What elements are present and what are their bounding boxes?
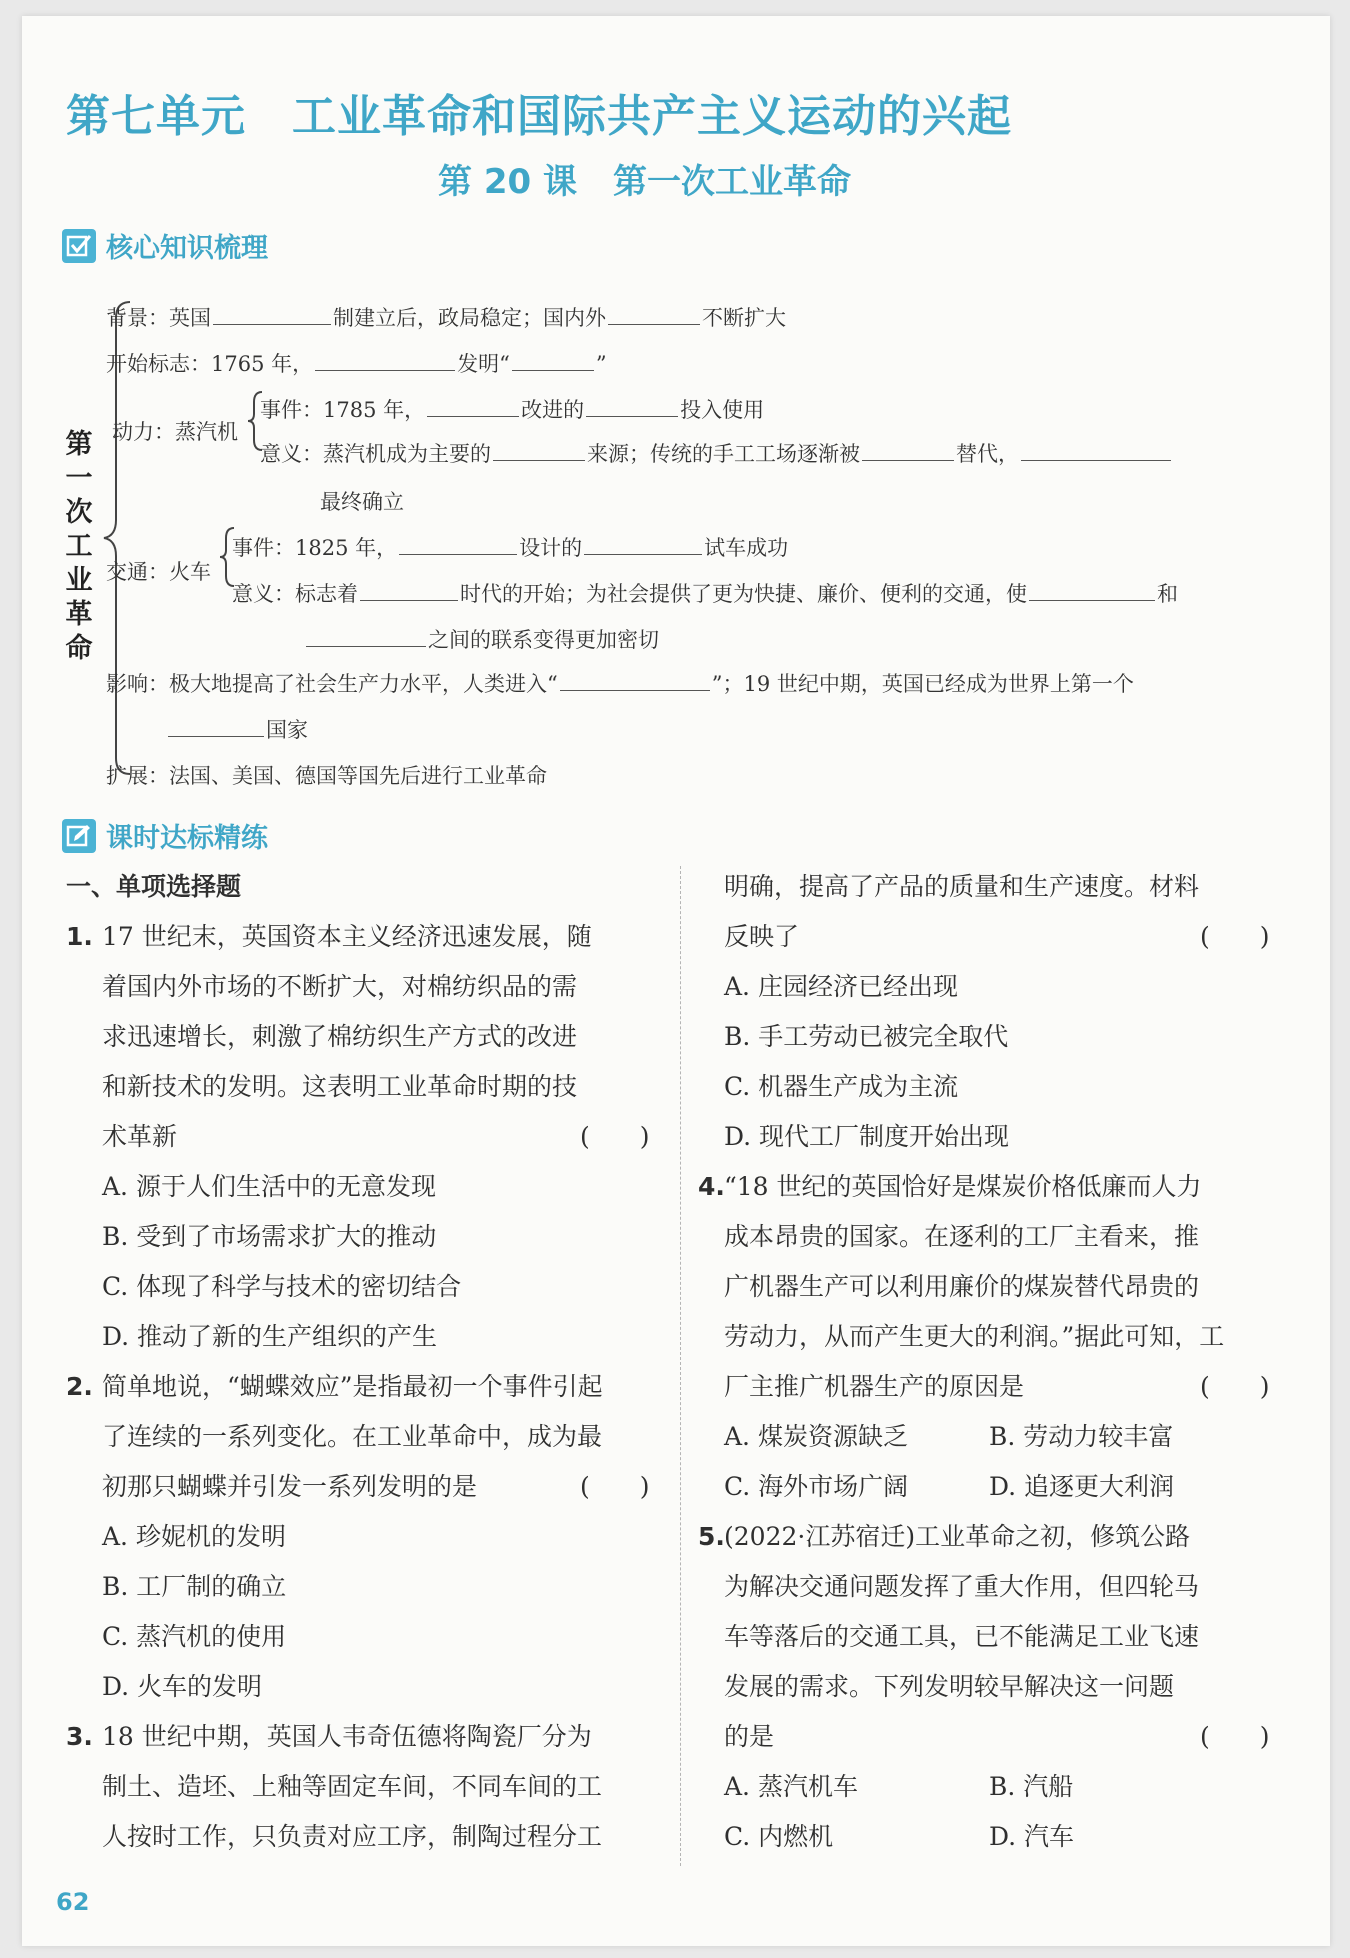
- answer-option[interactable]: D. 火车的发明: [102, 1672, 263, 1701]
- blank[interactable]: [493, 459, 585, 461]
- outline-transport-label: 交通：火车: [106, 560, 211, 584]
- unit-label: 第七单元: [66, 91, 246, 142]
- question-text: 着国内外市场的不断扩大，对棉纺织品的需: [102, 972, 578, 1001]
- question-text: 了连续的一系列变化。在工业革命中，成为最: [102, 1422, 603, 1451]
- question-text: 术革新: [102, 1122, 178, 1151]
- answer-option[interactable]: C. 内燃机: [724, 1822, 834, 1851]
- outline-background: 背景：英国 制建立后，政局稳定；国内外 不断扩大: [106, 306, 786, 330]
- question-text: 车等落后的交通工具，已不能满足工业飞速: [724, 1622, 1200, 1651]
- question-number: 5.: [698, 1522, 725, 1551]
- blank[interactable]: [168, 735, 264, 737]
- answer-option[interactable]: B. 受到了市场需求扩大的推动: [102, 1222, 437, 1251]
- lesson-name: 第一次工业革命: [613, 162, 851, 202]
- page-number: 62: [56, 1888, 90, 1916]
- outline-impact: 影响：极大地提高了社会生产力水平，人类进入“ ”；19 世纪中期，英国已经成为世界上第一个: [106, 672, 1134, 696]
- answer-option[interactable]: A. 蒸汽机车: [724, 1772, 858, 1801]
- outline-power-meaning-end: 最终确立: [320, 490, 404, 514]
- lesson-label: 第 20 课: [438, 162, 577, 202]
- answer-option[interactable]: B. 劳动力较丰富: [989, 1422, 1174, 1451]
- answer-option[interactable]: D. 现代工厂制度开始出现: [724, 1122, 1010, 1151]
- answer-option[interactable]: C. 蒸汽机的使用: [102, 1622, 287, 1651]
- outline-expand: 扩展：法国、美国、德国等国先后进行工业革命: [106, 764, 547, 788]
- question-text: 初那只蝴蝶并引发一系列发明的是: [102, 1472, 478, 1501]
- question-text: (2022·江苏宿迁)工业革命之初，修筑公路: [724, 1522, 1191, 1551]
- blank[interactable]: [213, 323, 331, 325]
- outline-transport-meaning-end: 之间的联系变得更加密切: [304, 624, 659, 654]
- answer-option[interactable]: D. 汽车: [989, 1822, 1075, 1851]
- blank[interactable]: [560, 689, 710, 691]
- question-text: 制土、造坯、上釉等固定车间，不同车间的工: [102, 1772, 603, 1801]
- answer-parentheses[interactable]: ( ): [1200, 1722, 1270, 1751]
- answer-option[interactable]: B. 工厂制的确立: [102, 1572, 287, 1601]
- question-text: 劳动力，从而产生更大的利润。”据此可知，工: [724, 1322, 1225, 1351]
- question-text: 成本昂贵的国家。在逐利的工厂主看来，推: [724, 1222, 1200, 1251]
- blank[interactable]: [1029, 599, 1155, 601]
- blank[interactable]: [315, 369, 455, 371]
- blank[interactable]: [586, 415, 678, 417]
- question-text: 18 世纪中期，英国人韦奇伍德将陶瓷厂分为: [102, 1722, 592, 1751]
- blank[interactable]: [360, 599, 458, 601]
- answer-option[interactable]: A. 煤炭资源缺乏: [724, 1422, 908, 1451]
- unit-name: 工业革命和国际共产主义运动的兴起: [292, 91, 1012, 142]
- outline-start: 开始标志：1765 年， 发明“ ”: [106, 352, 607, 376]
- answer-option[interactable]: D. 追逐更大利润: [989, 1472, 1175, 1501]
- column-divider: [680, 866, 681, 1866]
- question-text: 明确，提高了产品的质量和生产速度。材料: [724, 872, 1200, 901]
- answer-parentheses[interactable]: ( ): [1200, 1372, 1270, 1401]
- question-text: 厂主推广机器生产的原因是: [724, 1372, 1025, 1401]
- answer-option[interactable]: B. 手工劳动已被完全取代: [724, 1022, 1009, 1051]
- question-text: 为解决交通问题发挥了重大作用，但四轮马: [724, 1572, 1200, 1601]
- part-heading: 一、单项选择题: [66, 872, 242, 901]
- outline-transport-meaning: 意义：标志着 时代的开始；为社会提供了更为快捷、廉价、便利的交通，使 和: [232, 582, 1178, 606]
- checkbox-icon: [62, 229, 96, 263]
- answer-option[interactable]: C. 体现了科学与技术的密切结合: [102, 1272, 462, 1301]
- answer-option[interactable]: A. 珍妮机的发明: [102, 1522, 286, 1551]
- question-number: 1.: [66, 922, 93, 951]
- question-number: 4.: [698, 1172, 725, 1201]
- answer-option[interactable]: C. 海外市场广阔: [724, 1472, 909, 1501]
- lesson-title: [438, 154, 851, 203]
- question-text: 人按时工作，只负责对应工序，制陶过程分工: [102, 1822, 603, 1851]
- pencil-icon: [62, 819, 96, 853]
- answer-parentheses[interactable]: ( ): [580, 1122, 650, 1151]
- blank[interactable]: [306, 645, 426, 647]
- answer-option[interactable]: D. 推动了新的生产组织的产生: [102, 1322, 438, 1351]
- question-text: 反映了: [724, 922, 800, 951]
- question-text: 发展的需求。下列发明较早解决这一问题: [724, 1672, 1175, 1701]
- blank[interactable]: [608, 323, 700, 325]
- question-text: 广机器生产可以利用廉价的煤炭替代昂贵的: [724, 1272, 1200, 1301]
- workbook-page: [22, 16, 1330, 1946]
- outline-vertical-title: 第一次工业革命: [65, 429, 93, 664]
- outline-power-label: 动力：蒸汽机: [112, 420, 238, 444]
- answer-parentheses[interactable]: ( ): [580, 1472, 650, 1501]
- question-number: 3.: [66, 1722, 93, 1751]
- question-number: 2.: [66, 1372, 93, 1401]
- question-text: “18 世纪的英国恰好是煤炭价格低廉而人力: [724, 1172, 1202, 1201]
- outline-impact-end: 国家: [166, 714, 308, 744]
- blank[interactable]: [862, 459, 954, 461]
- question-text: 和新技术的发明。这表明工业革命时期的技: [102, 1072, 578, 1101]
- blank[interactable]: [584, 553, 702, 555]
- blank[interactable]: [427, 415, 519, 417]
- blank[interactable]: [1021, 459, 1171, 461]
- section-heading-practice: 课时达标精练: [62, 816, 268, 855]
- answer-parentheses[interactable]: ( ): [1200, 922, 1270, 951]
- answer-option[interactable]: B. 汽船: [989, 1772, 1074, 1801]
- question-text: 17 世纪末，英国资本主义经济迅速发展，随: [102, 922, 592, 951]
- blank[interactable]: [399, 553, 517, 555]
- question-text: 求迅速增长，刺激了棉纺织生产方式的改进: [102, 1022, 578, 1051]
- unit-title: [66, 80, 1012, 144]
- question-text: 简单地说，“蝴蝶效应”是指最初一个事件引起: [102, 1372, 603, 1401]
- outline-power-event: 事件：1785 年， 改进的 投入使用: [260, 398, 765, 422]
- answer-option[interactable]: A. 源于人们生活中的无意发现: [102, 1172, 436, 1201]
- answer-option[interactable]: C. 机器生产成为主流: [724, 1072, 959, 1101]
- outline-power-meaning: 意义：蒸汽机成为主要的 来源；传统的手工工场逐渐被 替代，: [260, 438, 1173, 468]
- question-text: 的是: [724, 1722, 775, 1751]
- section-heading-knowledge: 核心知识梳理: [62, 226, 268, 265]
- blank[interactable]: [512, 369, 594, 371]
- outline-transport-event: 事件：1825 年， 设计的 试车成功: [232, 536, 789, 560]
- answer-option[interactable]: A. 庄园经济已经出现: [724, 972, 958, 1001]
